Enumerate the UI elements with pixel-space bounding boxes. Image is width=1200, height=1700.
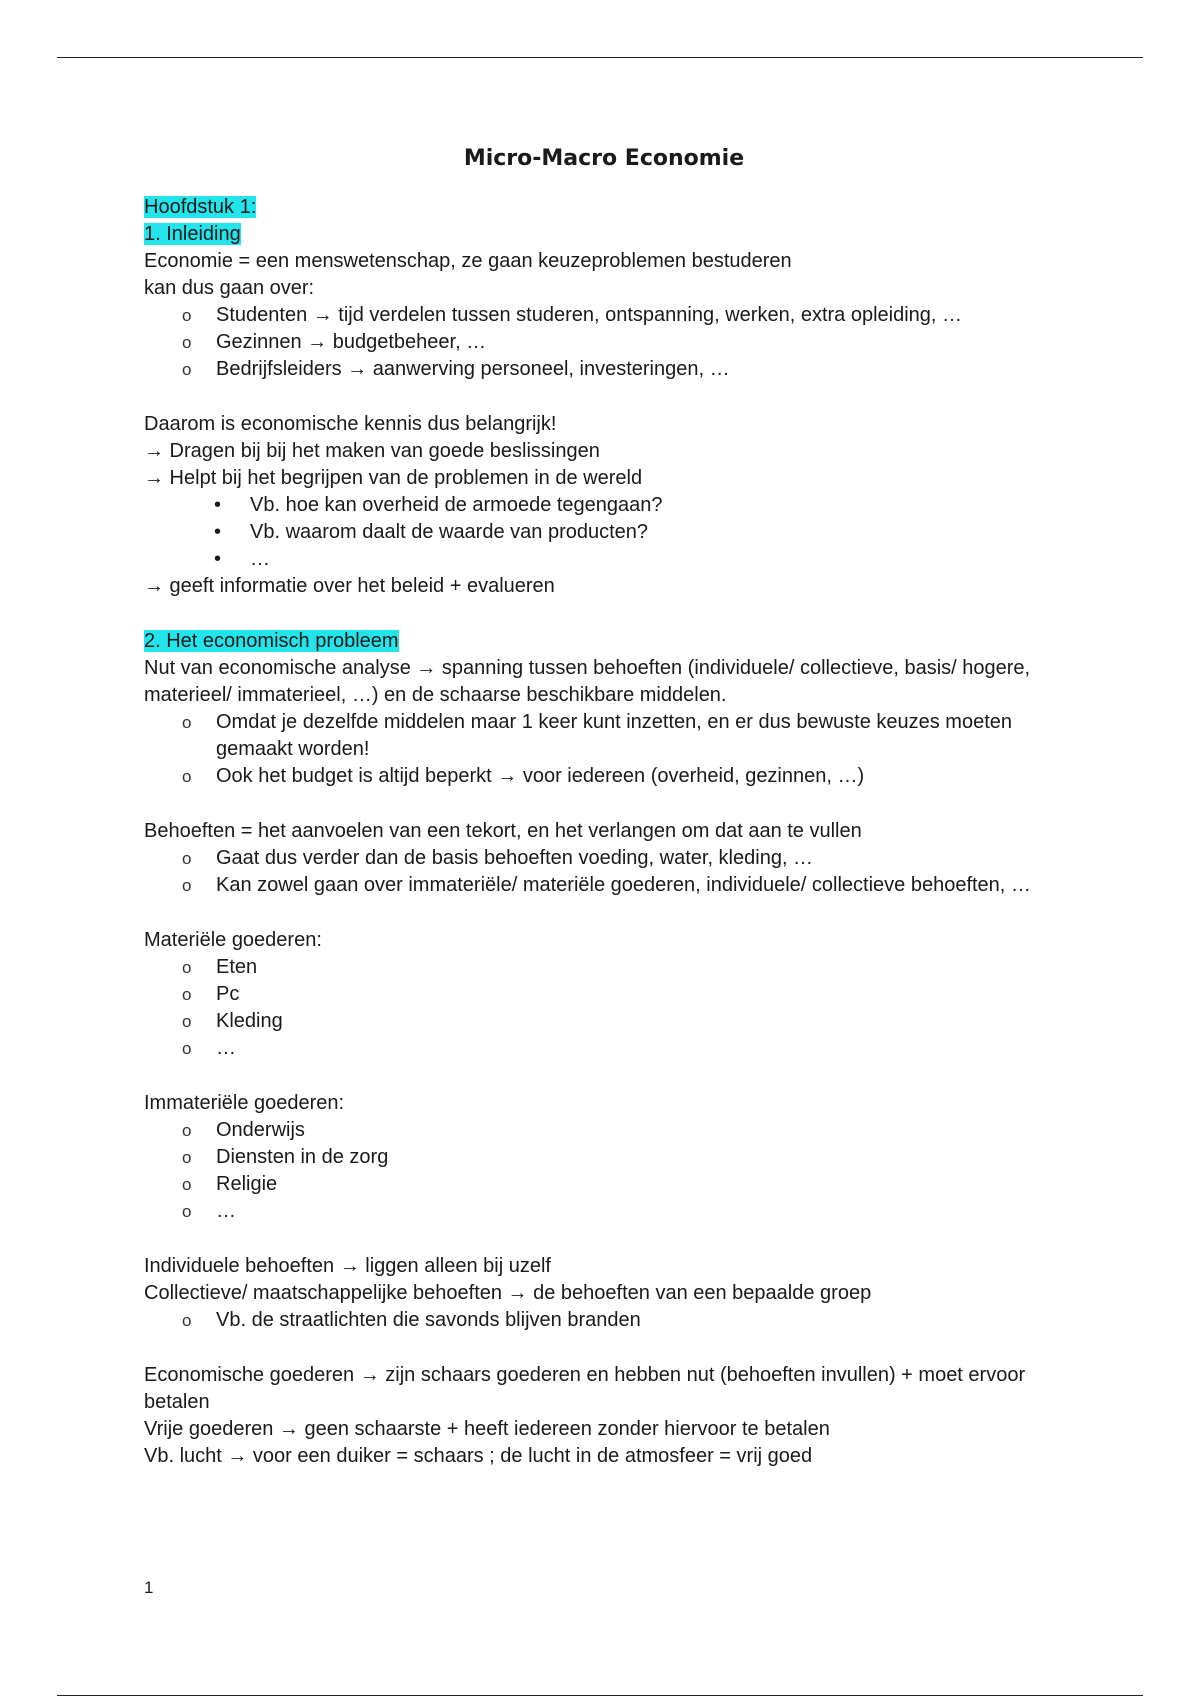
list-item: o Studenten → tijd verdelen tussen studeren, ontspanning, werken, extra opleiding, … <box>144 302 1064 329</box>
list <box>144 1117 1064 1225</box>
paragraph: Individuele behoeften → liggen alleen bij uzelf <box>144 1255 551 1277</box>
paragraph: → geeft informatie over het beleid + evalueren <box>144 575 555 597</box>
list-item: o Onderwijs <box>144 1117 1064 1144</box>
document-body <box>144 140 1064 1470</box>
list-item: o Ook het budget is altijd beperkt → voor iedereen (overheid, gezinnen, …) <box>144 763 1064 790</box>
document-title: Micro-Macro Economie <box>463 146 745 171</box>
paragraph: Daarom is economische kennis dus belangrijk! <box>144 413 557 435</box>
list-item: o Kleding <box>144 1008 1064 1035</box>
paragraph: → Helpt bij het begrijpen van de problemen in de wereld <box>144 467 643 489</box>
list-item: o Diensten in de zorg <box>144 1144 1064 1171</box>
section-heading-economisch-probleem: 2. Het economisch probleem <box>144 630 399 652</box>
paragraph: Economische goederen → zijn schaars goederen en hebben nut (behoeften invullen) + moet ervoor betalen <box>144 1364 1026 1413</box>
list <box>144 709 1064 790</box>
list-item: o Vb. de straatlichten die savonds blijven branden <box>144 1307 1064 1334</box>
list-item: o Kan zowel gaan over immateriële/ materiële goederen, individuele/ collectieve behoeften, … <box>144 872 1064 899</box>
paragraph: Immateriële goederen: <box>144 1092 345 1114</box>
list-item: • Vb. waarom daalt de waarde van producten? <box>144 519 1064 546</box>
list <box>144 954 1064 1062</box>
paragraph: Nut van economische analyse → spanning tussen behoeften (individuele/ collectieve, basis/ hogere, materieel/ immaterieel, …) en de schaarse beschikbare middelen. <box>144 657 1031 706</box>
list-item: o Eten <box>144 954 1064 981</box>
list-item: o Religie <box>144 1171 1064 1198</box>
list <box>144 302 1064 383</box>
bottom-rule <box>57 1695 1143 1696</box>
paragraph: Collectieve/ maatschappelijke behoeften → de behoeften van een bepaalde groep <box>144 1282 872 1304</box>
list-item: o Omdat je dezelfde middelen maar 1 keer kunt inzetten, en er dus bewuste keuzes moeten gemaakt worden! <box>144 709 1064 763</box>
list-item: o … <box>144 1198 1064 1225</box>
bullet-list <box>144 492 1064 573</box>
chapter-heading: Hoofdstuk 1: <box>144 196 257 218</box>
paragraph: Materiële goederen: <box>144 929 322 951</box>
list-item: • … <box>144 546 1064 573</box>
list <box>144 845 1064 899</box>
paragraph: Behoeften = het aanvoelen van een tekort, en het verlangen om dat aan te vullen <box>144 820 862 842</box>
list-item: o … <box>144 1035 1064 1062</box>
top-rule <box>57 57 1143 58</box>
section-heading-inleiding: 1. Inleiding <box>144 223 241 245</box>
list-item: • Vb. hoe kan overheid de armoede tegengaan? <box>144 492 1064 519</box>
paragraph: Vrije goederen → geen schaarste + heeft iedereen zonder hiervoor te betalen <box>144 1418 830 1440</box>
list-item: o Pc <box>144 981 1064 1008</box>
page-number: 1 <box>144 1578 154 1597</box>
paragraph: Vb. lucht → voor een duiker = schaars ; de lucht in de atmosfeer = vrij goed <box>144 1445 813 1467</box>
list-item: o Gaat dus verder dan de basis behoeften voeding, water, kleding, … <box>144 845 1064 872</box>
paragraph: → Dragen bij bij het maken van goede beslissingen <box>144 440 600 462</box>
list-item: o Gezinnen → budgetbeheer, … <box>144 329 1064 356</box>
list <box>144 1307 1064 1334</box>
paragraph: Economie = een menswetenschap, ze gaan keuzeproblemen bestuderen <box>144 250 792 272</box>
paragraph: kan dus gaan over: <box>144 277 315 299</box>
list-item: o Bedrijfsleiders → aanwerving personeel, investeringen, … <box>144 356 1064 383</box>
